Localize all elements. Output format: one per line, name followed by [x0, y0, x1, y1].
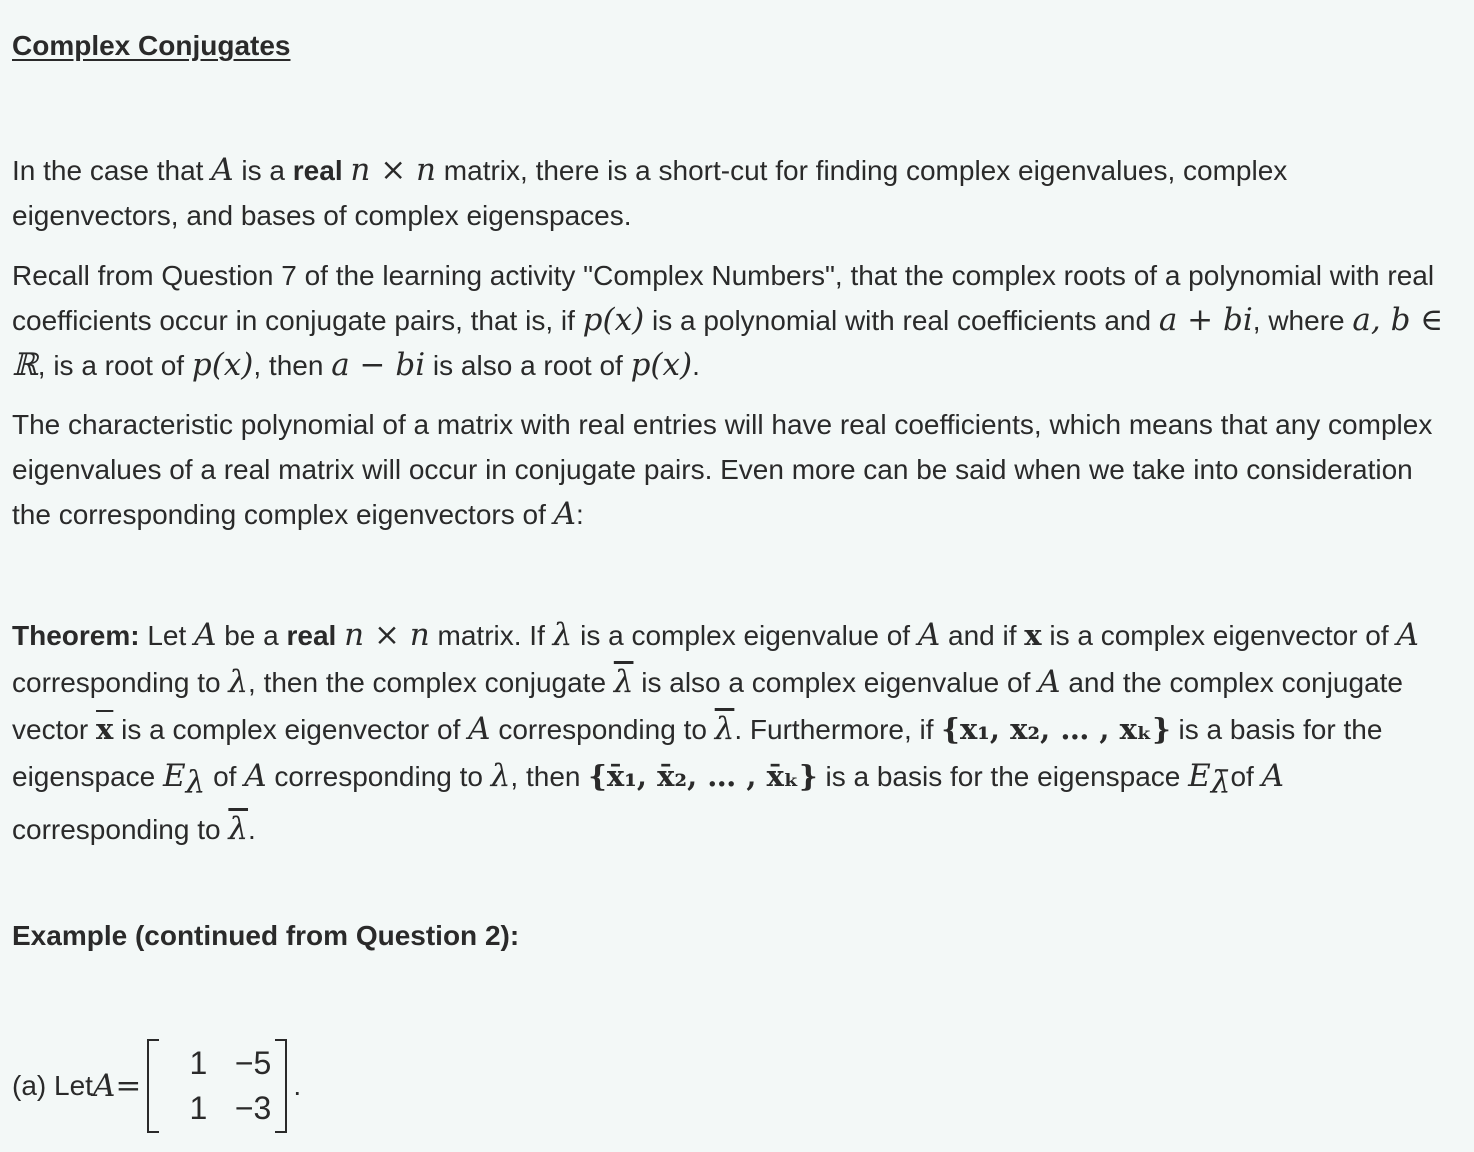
text: :: [576, 499, 584, 530]
text: is a: [233, 155, 293, 186]
example-heading: Example (continued from Question 2):: [12, 920, 520, 951]
math-px: p(x): [630, 347, 693, 383]
math-px: p(x): [582, 302, 645, 338]
math-nxn: n × n: [344, 617, 430, 653]
math-conjugate-basis-set: {x̄₁, x̄₂, … , x̄ₖ}: [588, 759, 818, 793]
text: be a: [216, 620, 287, 651]
text: matrix, there is a short-cut for finding complex eigenvalues, complex eigenvectors, and bases of complex eigenspaces.: [12, 155, 1288, 231]
matrix-entries: [159, 1041, 275, 1131]
math-a-minus-bi: a − bi: [331, 347, 426, 383]
math-px: p(x): [191, 347, 254, 383]
math-basis-set: {x₁, x₂, … , xₖ}: [941, 712, 1171, 746]
text: is a polynomial with real coefficients and: [644, 305, 1159, 336]
math-x-bar-vector: $\overline{x}$: [96, 712, 114, 746]
text: corresponding to: [12, 813, 229, 845]
text: .: [692, 350, 700, 381]
example-a-line: [12, 1036, 301, 1136]
math-lambda-bar: $\overline{\lambda}$: [228, 810, 249, 847]
text: of: [205, 761, 245, 792]
math-A: A: [92, 1068, 116, 1104]
math-ab-in-R: a, b ∈ ℝ: [12, 302, 1444, 383]
math-E-subscript: λ̄: [1210, 764, 1231, 801]
math-A: A: [917, 617, 941, 653]
period: .: [293, 1070, 302, 1101]
text: and if: [940, 620, 1025, 651]
math-A: A: [1038, 664, 1061, 700]
text: is a basis for the eigenspace: [817, 761, 1189, 792]
math-E: E: [1188, 758, 1211, 794]
text: , then: [510, 761, 589, 792]
text: In the case that: [12, 155, 212, 186]
right-bracket: [275, 1039, 287, 1133]
theorem-paragraph: [12, 612, 1452, 853]
math-equals: =: [115, 1068, 142, 1104]
math-lambda: λ: [552, 617, 573, 653]
text: matrix. If: [429, 620, 553, 651]
text: corresponding to: [490, 714, 715, 745]
math-A: A: [211, 152, 234, 188]
text: , is a root of: [37, 350, 192, 381]
text: is also a complex eigenvalue of: [633, 667, 1039, 698]
text: corresponding to: [266, 761, 491, 792]
matrix-entry: −5: [234, 1045, 272, 1081]
theorem-label: Theorem:: [12, 620, 140, 651]
text: Recall from Question 7 of the learning activity "Complex Numbers", that the complex roots of a polynomial with real coefficients occur in conjugate pairs, that is, if: [12, 260, 1435, 336]
characteristic-paragraph: [12, 402, 1452, 537]
text: , then the complex conjugate: [248, 667, 614, 698]
math-lambda: λ: [490, 758, 511, 794]
matrix-entry: 1: [189, 1090, 208, 1126]
math-nxn: n × n: [350, 152, 437, 188]
text: The characteristic polynomial of a matrix with real entries will have real coefficients, which means that any complex eigenvalues of a real matrix will occur in conjugate pairs. Even more can be said when we take into consideration the corresponding complex eigenvectors of: [12, 409, 1433, 530]
math-E: E: [163, 758, 186, 794]
math-A: A: [1261, 758, 1284, 794]
text: is also a root of: [425, 350, 631, 381]
math-E-subscript: λ: [185, 764, 206, 801]
math-lambda-bar: $\overline{\lambda}$: [714, 711, 735, 747]
text: .: [248, 813, 256, 845]
text: Let: [139, 620, 195, 651]
example-a-label: (a) Let: [12, 1070, 93, 1101]
text: , where: [1252, 305, 1353, 336]
text: is a complex eigenvector of: [113, 714, 469, 745]
text: is a basis for the eigenspace: [12, 714, 1383, 792]
math-A: A: [468, 711, 491, 747]
text: . Furthermore, if: [734, 714, 942, 745]
text: is a complex eigenvector of: [1041, 620, 1397, 651]
math-lambda: λ: [228, 664, 249, 700]
text: of: [1230, 761, 1262, 792]
bold-real: real: [286, 620, 337, 651]
text: and the complex conjugate vector: [12, 667, 1403, 745]
math-A: A: [244, 758, 267, 794]
math-A: A: [1396, 617, 1419, 653]
matrix-A: [147, 1039, 287, 1133]
matrix-entry: −3: [234, 1090, 272, 1126]
matrix-entry: 1: [189, 1045, 208, 1081]
recall-paragraph: [12, 253, 1452, 388]
math-lambda-bar: $\overline{\lambda}$: [613, 664, 634, 700]
text: corresponding to: [12, 667, 229, 698]
math-A: A: [194, 617, 217, 653]
left-bracket: [147, 1039, 159, 1133]
bold-real: real: [292, 155, 343, 186]
intro-paragraph: [12, 148, 1452, 238]
text: , then: [253, 350, 332, 381]
text: is a complex eigenvalue of: [572, 620, 918, 651]
page-title: Complex Conjugates: [12, 30, 291, 61]
math-a-plus-bi: a + bi: [1158, 302, 1253, 338]
math-A: A: [553, 496, 577, 532]
math-x-vector: x: [1024, 618, 1042, 652]
